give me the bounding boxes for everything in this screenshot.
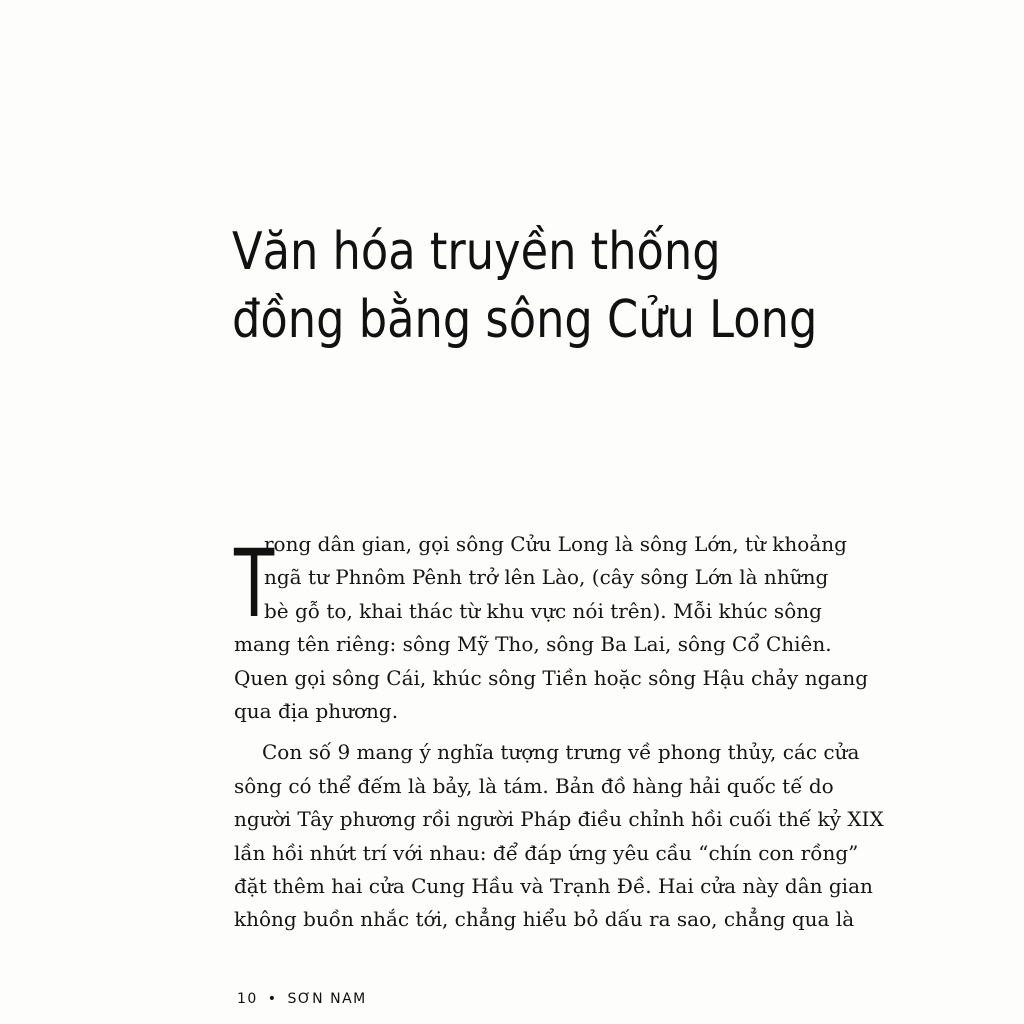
page-number: 10 [237, 991, 258, 1007]
chapter-title-line-1: Văn hóa truyền thống [232, 222, 721, 282]
text-line: rong dân gian, gọi sông Cửu Long là sông Lớn, từ khoảng [264, 532, 847, 556]
text-line: đặt thêm hai cửa Cung Hầu và Trạnh Đề. Hai cửa này dân gian [234, 873, 873, 898]
running-footer [237, 991, 367, 1007]
text-line: Con số 9 mang ý nghĩa tượng trưng về phong thủy, các cửa [262, 740, 860, 765]
body-text [234, 528, 884, 937]
footer-separator: • [267, 991, 278, 1007]
text-line: qua địa phương. [234, 698, 399, 723]
chapter-title [232, 218, 818, 354]
text-line: người Tây phương rồi người Pháp điều chỉnh hồi cuối thế kỷ XIX [234, 807, 884, 832]
text-line: ngã tư Phnôm Pênh trở lên Lào, (cây sông Lớn là những [264, 565, 829, 590]
paragraph-1 [234, 528, 869, 728]
paragraph-2 [234, 736, 884, 936]
text-line: Quen gọi sông Cái, khúc sông Tiền hoặc sông Hậu chảy ngang [234, 665, 869, 690]
author-name: SƠN NAM [287, 991, 367, 1007]
text-line: mang tên riêng: sông Mỹ Tho, sông Ba Lai, sông Cổ Chiên. [234, 632, 832, 657]
text-line: không buồn nhắc tới, chẳng hiểu bỏ dấu ra sao, chẳng qua là [234, 907, 855, 932]
text-line: lần hồi nhứt trí với nhau: để đáp ứng yêu cầu “chín con rồng” [234, 840, 859, 865]
drop-cap: T [234, 530, 275, 639]
text-line: sông có thể đếm là bảy, là tám. Bản đồ hàng hải quốc tế do [234, 773, 834, 798]
chapter-title-line-2: đồng bằng sông Cửu Long [232, 290, 818, 350]
text-line: bè gỗ to, khai thác từ khu vực nói trên). Mỗi khúc sông [264, 598, 822, 623]
